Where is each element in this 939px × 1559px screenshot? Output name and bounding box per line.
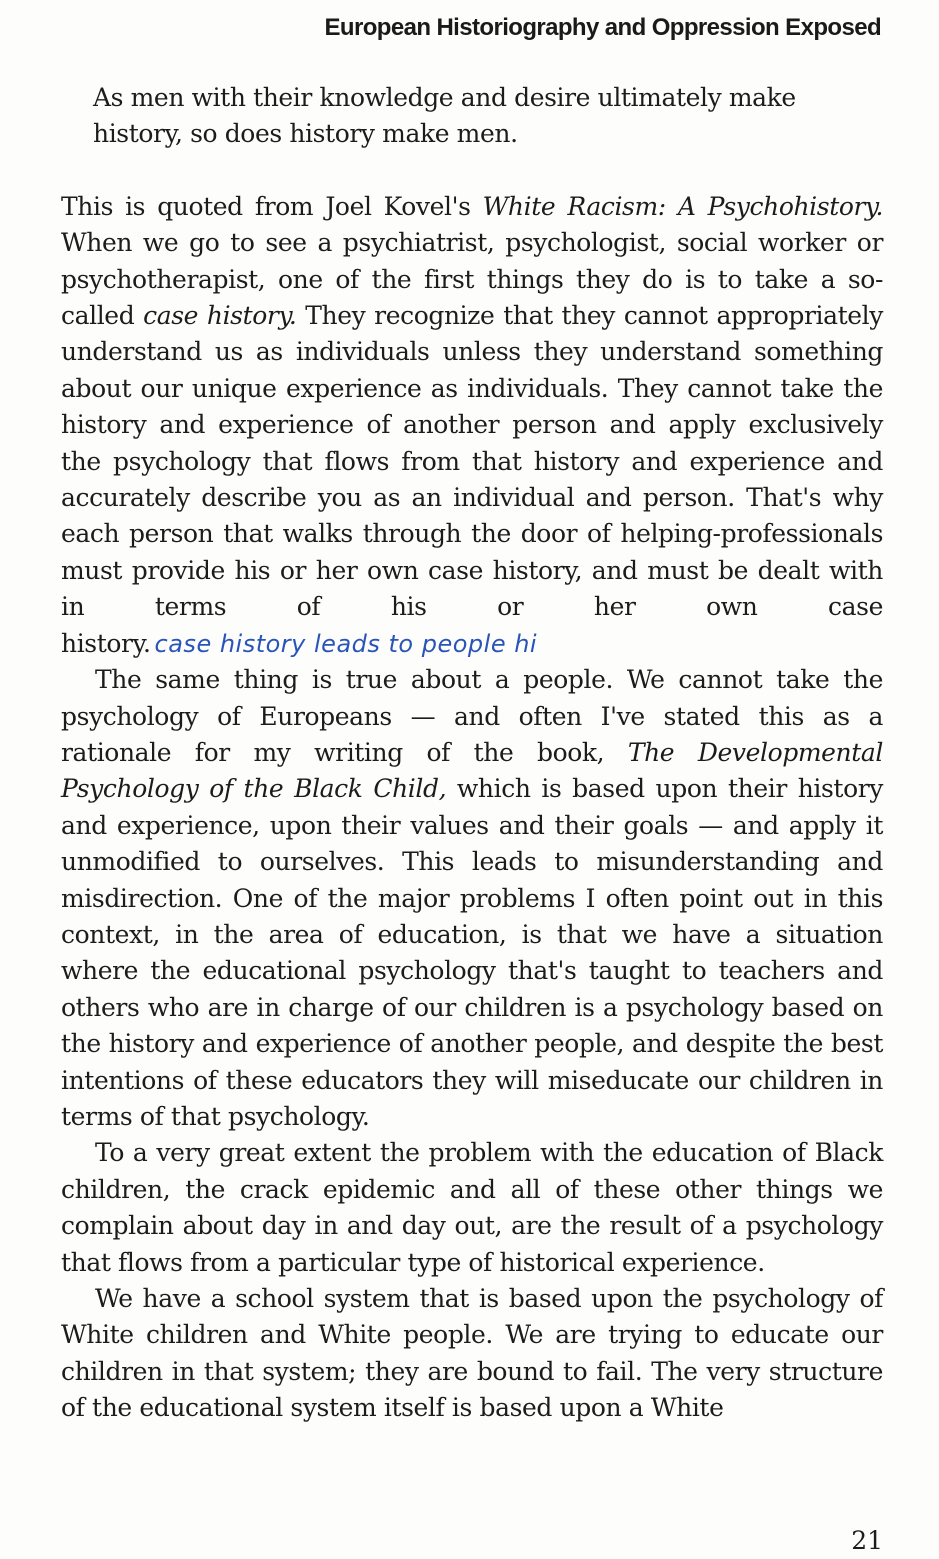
paragraph-4: We have a school system that is based upon the psychology of White children and White people. We are trying to educate our children in that system; they are bound to fail. The very structure of the educational system itself is based upon a White [61,1284,883,1423]
body-text [61,80,883,1427]
paragraph-2-intro: The same thing is true about a people. We cannot take the psychology of Europeans — and often I've stated this as a rationale for my writing of the book, [61,665,883,767]
term-case-history: case history. [143,301,297,331]
page-number: 21 [851,1526,883,1555]
paragraph-2 [61,662,883,1135]
paragraph-3: To a very great extent the problem with the education of Black children, the crack epidemic and all of these other things we complain about day in and day out, are the result of a psychology that flows from a particular type of historical experience. [61,1138,883,1277]
paragraph-2-rest: which is based upon their history and experience, upon their values and their goals — and apply it unmodified to ourselves. This leads to misunderstanding and misdirection. One of the major problems I often point out in this context, in the area of education, is that we have a situation where the educational psychology that's taught to teachers and others who are in charge of our children is a psychology based on the history and experience of another people, and despite the best intentions of these educators they will miseducate our children in terms of that psychology. [61,774,883,1131]
handwritten-margin-note: case history leads to people hi [154,629,538,658]
paragraph-1-rest: They recognize that they cannot appropriately understand us as individuals unless they understand something about our unique experience as individuals. They cannot take the history and experience of another person and apply exclusively the psychology that flows from that history and experience and accurately describe you as an individual and person. That's why each person that walks through the door of helping-professionals must provide his or her own case history, and must be dealt with in terms of his or her own case history. [61,301,883,658]
paragraph-1-intro: This is quoted from Joel Kovel's [61,191,483,221]
running-header: European Historiography and Oppression Exposed [324,14,881,41]
epigraph: As men with their knowledge and desire ultimately make history, so does history make men. [93,83,796,149]
paragraph-1 [61,189,883,662]
book-title-white-racism: White Racism: A Psychohistory. [482,191,883,221]
paragraph-1-middle: When we go to see a psychiatrist, psychologist, social worker or psychotherapist, one of the first things they do is to take a so-called [61,228,883,331]
book-title-developmental-psychology: The Developmental Psychology of the Black Child, [61,737,883,804]
